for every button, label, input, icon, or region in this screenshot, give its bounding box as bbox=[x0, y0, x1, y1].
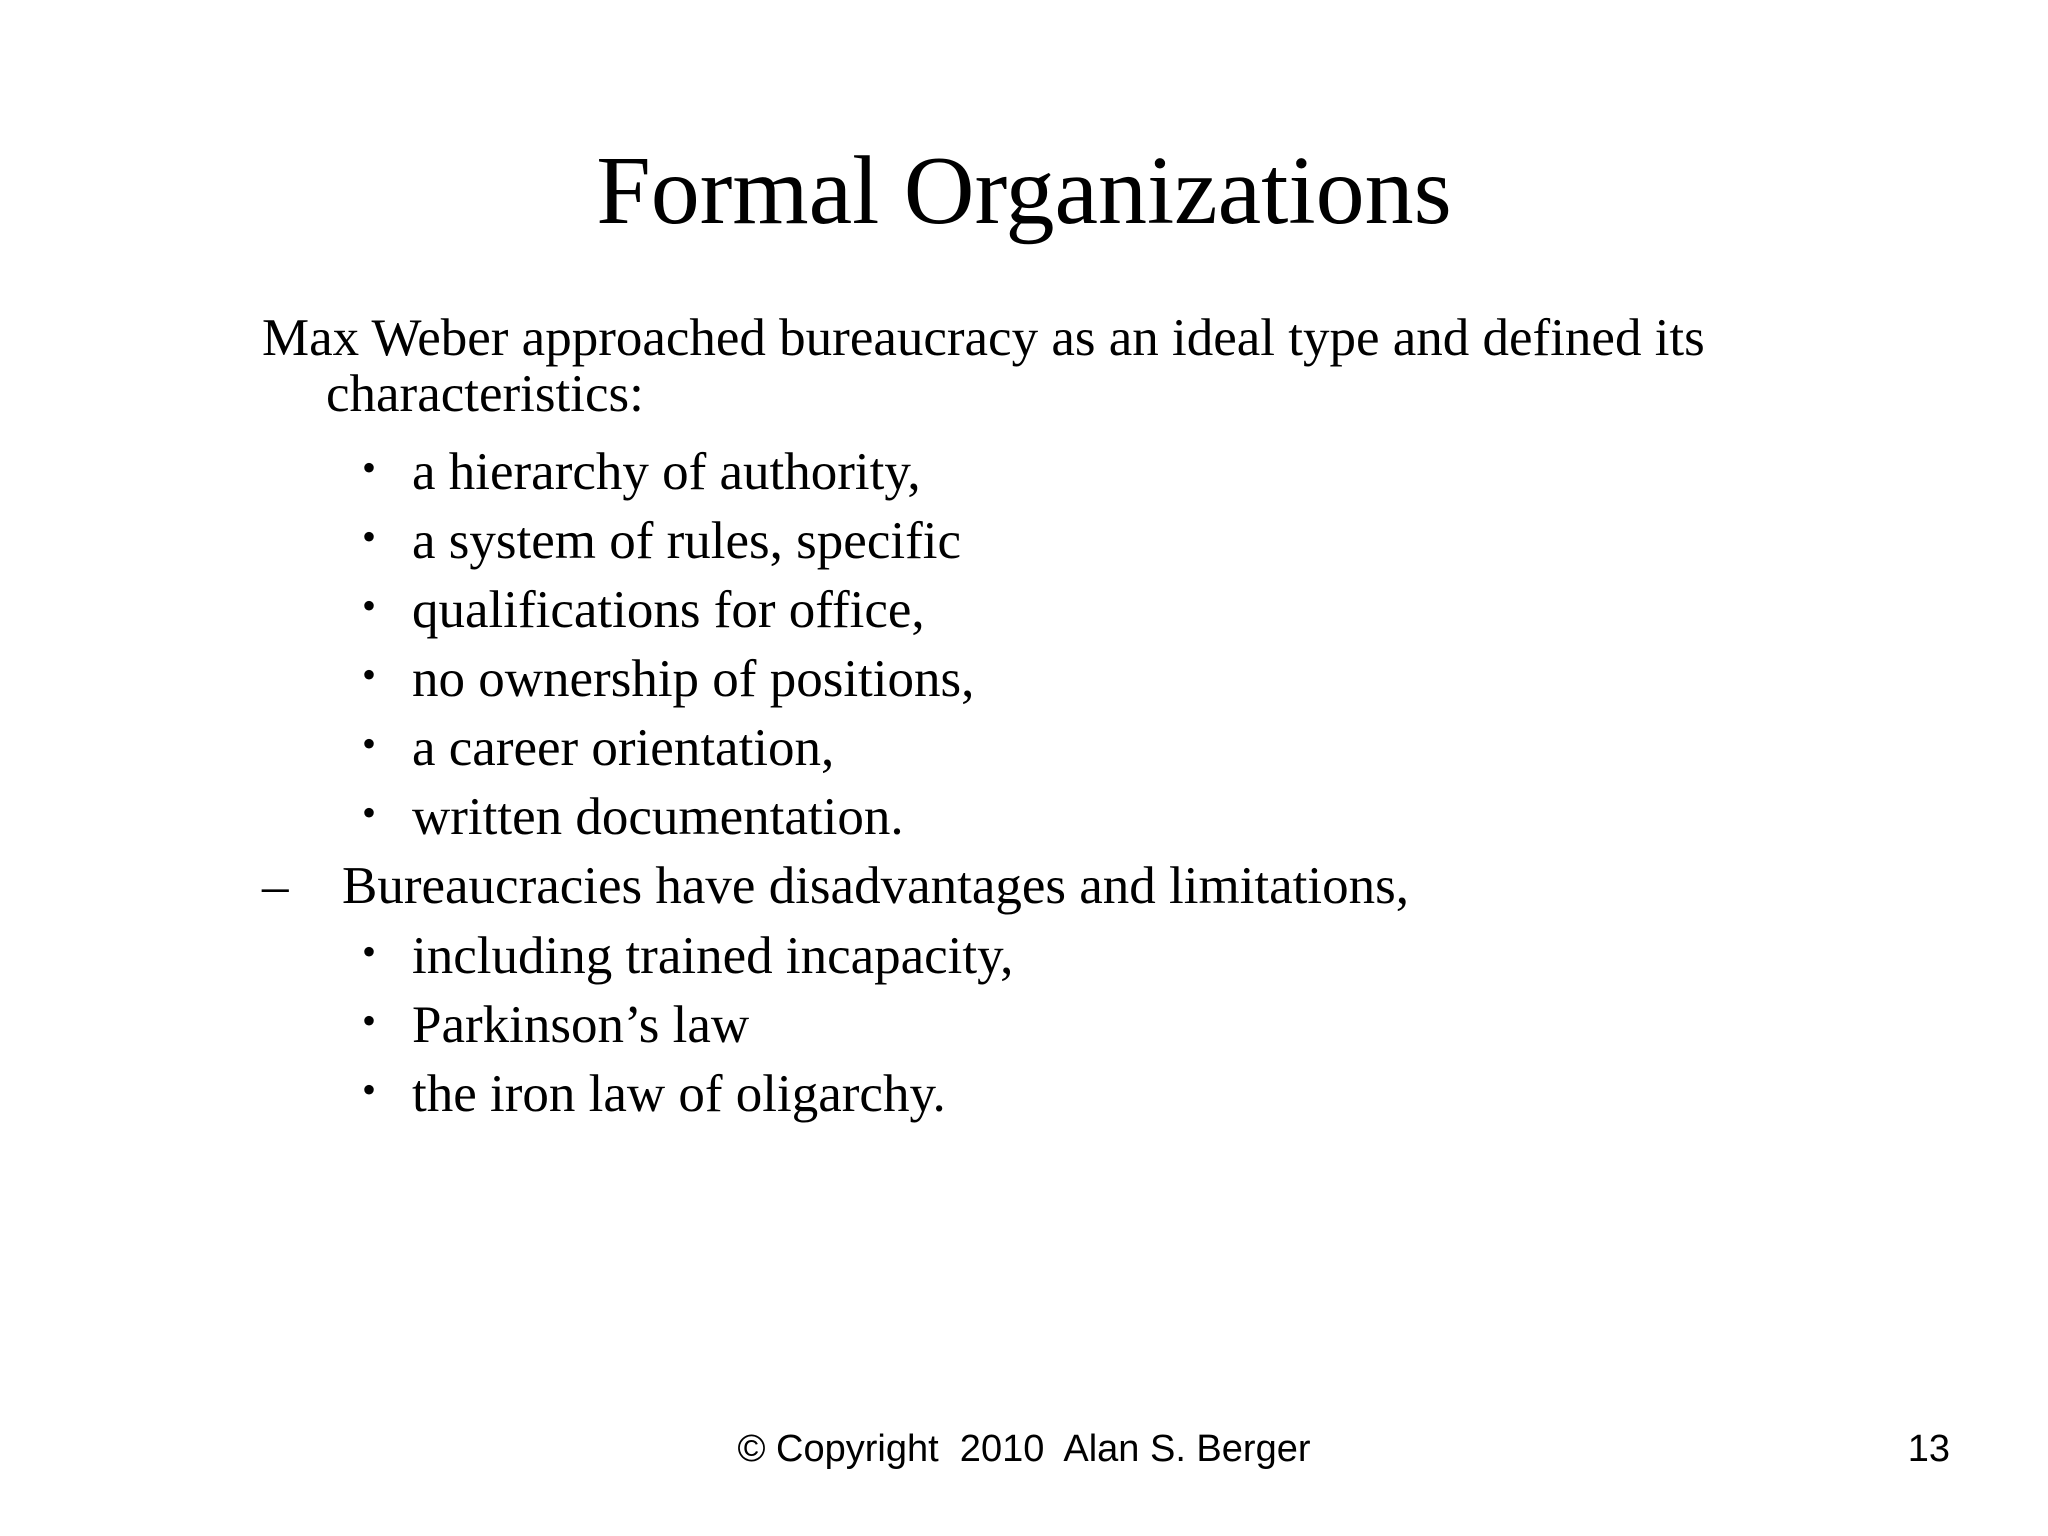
copyright-footer: © Copyright 2010 Alan S. Berger bbox=[737, 1428, 1311, 1470]
intro-paragraph bbox=[262, 310, 1862, 422]
characteristic-text: a career orientation, bbox=[412, 719, 835, 777]
bullet-icon: • bbox=[362, 721, 377, 766]
page-number: 13 bbox=[1907, 1428, 1950, 1470]
characteristic-text: a hierarchy of authority, bbox=[412, 443, 921, 501]
limitation-text: the iron law of oligarchy. bbox=[412, 1065, 946, 1123]
slide-title: Formal Organizations bbox=[596, 137, 1452, 245]
bullet-icon: • bbox=[362, 652, 377, 697]
bullet-icon: • bbox=[362, 583, 377, 628]
characteristic-text: written documentation. bbox=[412, 788, 904, 846]
dash-icon: – bbox=[262, 857, 289, 915]
bullet-icon: • bbox=[362, 1067, 377, 1112]
intro-line-2: characteristics: bbox=[326, 365, 644, 423]
bullet-icon: • bbox=[362, 998, 377, 1043]
characteristic-text: a system of rules, specific bbox=[412, 512, 961, 570]
bullet-icon: • bbox=[362, 514, 377, 559]
characteristic-text: no ownership of positions, bbox=[412, 650, 975, 708]
limitations-heading-text: Bureaucracies have disadvantages and limitations, bbox=[342, 857, 1409, 915]
bullet-icon: • bbox=[362, 929, 377, 974]
limitation-text: including trained incapacity, bbox=[412, 927, 1014, 985]
limitation-text: Parkinson’s law bbox=[412, 996, 750, 1054]
bullet-icon: • bbox=[362, 445, 377, 490]
characteristic-text: qualifications for office, bbox=[412, 581, 925, 639]
intro-line-1: Max Weber approached bureaucracy as an ideal type and defined its bbox=[262, 309, 1705, 367]
bullet-icon: • bbox=[362, 790, 377, 835]
